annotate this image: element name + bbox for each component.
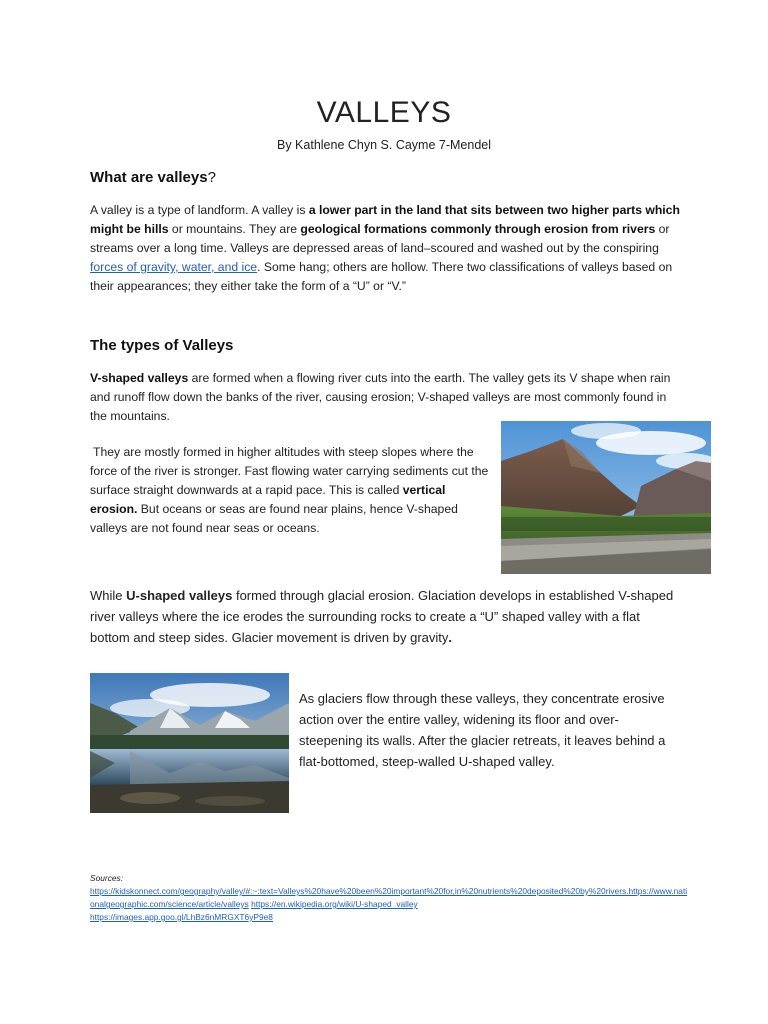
u-valley-image xyxy=(90,673,289,813)
text-run: But oceans or seas are found near plains, hence V-shaped valleys are not found near seas or oceans. xyxy=(90,502,458,535)
heading-types-of-valleys: The types of Valleys xyxy=(90,337,234,354)
text-run: . Some hang; others are hollow. There two classifications of valleys based on their appearances; they either take the form of a “U” or “V.” xyxy=(90,260,673,293)
sources-label: Sources: xyxy=(90,873,124,883)
bold-run: U-shaped valleys xyxy=(126,588,233,603)
text-run: They are mostly formed in higher altitudes with steep slopes where the force of the river is stronger. Fast flowing water carrying sediments cut the surface straight downwards at a rapid pace. This is called xyxy=(90,445,489,497)
text-run: While xyxy=(90,588,127,603)
v-valley-photo xyxy=(501,421,711,574)
bold-run: . xyxy=(448,630,453,645)
section-what-paragraph xyxy=(90,201,680,296)
heading-question-mark: ? xyxy=(207,169,216,186)
v-valley-image xyxy=(501,421,711,574)
u-valley-photo xyxy=(90,673,289,813)
u-shaped-paragraph xyxy=(90,585,680,648)
source-link-images[interactable]: https://images.app.goo.gl/LhBz6nMRGXT6yP9e8 xyxy=(90,912,273,922)
bold-run: a lower part in the land that sits between two higher parts which might be hills xyxy=(90,203,680,236)
forces-link[interactable]: forces of gravity, water, and ice xyxy=(90,260,258,274)
heading-what-are-valleys xyxy=(90,169,680,186)
section-types-heading xyxy=(90,337,680,354)
text-run: or streams over a long time. Valleys are depressed areas of land–scoured and washed out by the conspiring xyxy=(90,222,670,255)
glacier-text: As glaciers flow through these valleys, they concentrate erosive action over the entire valley, widening its floor and over-steepening its walls. After the glacier retreats, it leaves behind a flat-bottomed, steep-walled U-shaped valley. xyxy=(299,691,666,769)
heading-bold-part: What are valleys xyxy=(90,169,208,186)
byline: By Kathlene Chyn S. Cayme 7-Mendel xyxy=(277,138,491,152)
bold-run: vertical erosion. xyxy=(90,483,446,516)
section-what-heading xyxy=(90,169,680,186)
text-run: A valley is a type of landform. A valley is xyxy=(90,203,309,217)
glacier-paragraph xyxy=(299,688,679,772)
what-paragraph xyxy=(90,201,680,296)
text-run: are formed when a flowing river cuts into the earth. The valley gets its V shape when rain and runoff flow down the banks of the river, causing erosion; V-shaped valleys are most commonly found in the mountains. xyxy=(90,371,671,423)
v-shaped-detail-paragraph xyxy=(90,443,490,538)
v-shaped-paragraph xyxy=(90,369,680,426)
bold-run: geological formations commonly through erosion from rivers xyxy=(300,222,656,236)
text-run: formed through glacial erosion. Glaciation develops in established V-shaped river valleys where the ice erodes the surrounding rocks to create a “U” shaped valley with a flat bottom and steep sides. Glacier movement is driven by gravity xyxy=(90,588,674,645)
v-paragraph-text xyxy=(90,369,680,426)
source-link-wikipedia[interactable]: https://en.wikipedia.org/wiki/U-shaped_valley xyxy=(251,899,418,909)
page-title: VALLEYS xyxy=(316,96,452,129)
u-paragraph-text xyxy=(90,585,680,648)
source-link-kidskonnect[interactable]: https://kidskonnect.com/geography/valley/#:~:text=Valleys%20have%20been%20important%20for,in%20nutrients%20deposited%20by%20rivers.https://www.nationalgeographic.com/science/article/valleys xyxy=(90,886,688,909)
v-detail-text xyxy=(90,443,490,538)
text-run: or mountains. They are xyxy=(168,222,301,236)
sources-block xyxy=(90,872,690,924)
bold-run: V-shaped valleys xyxy=(90,371,189,385)
